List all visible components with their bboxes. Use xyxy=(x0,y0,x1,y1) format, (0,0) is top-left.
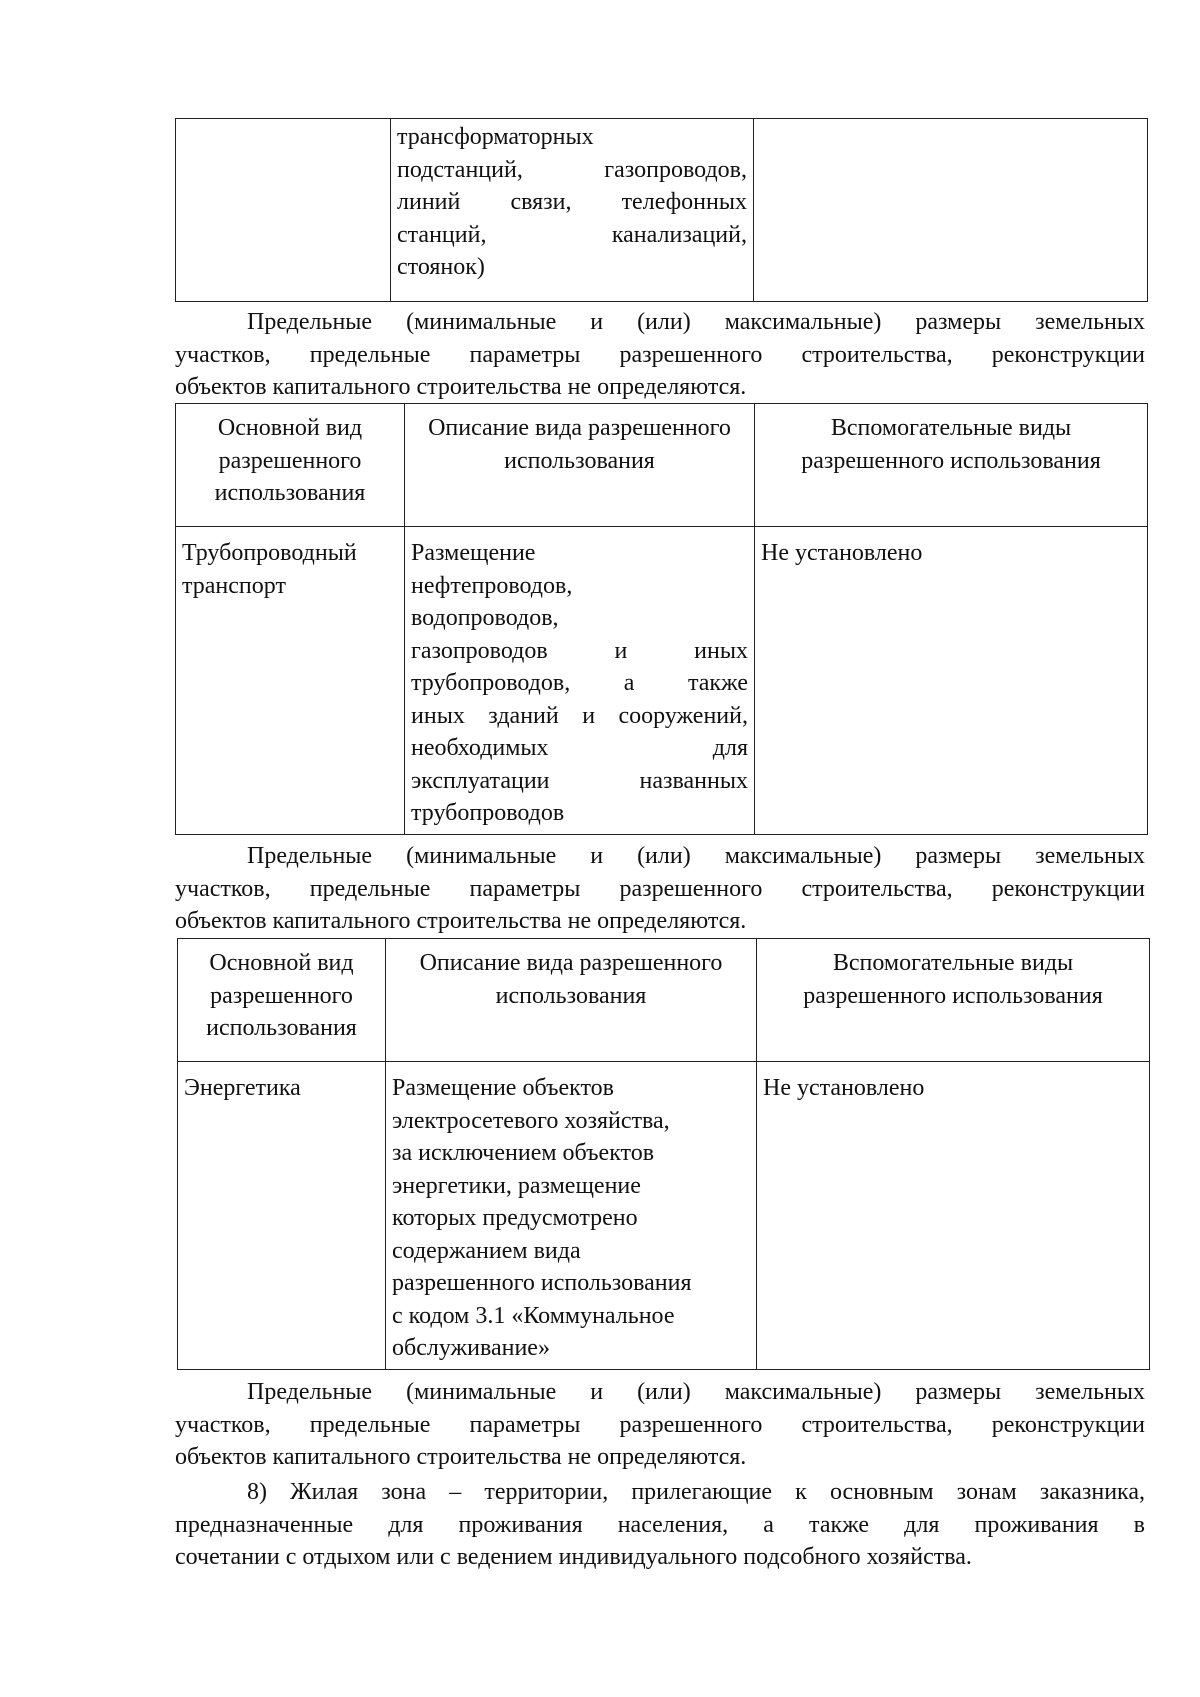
paragraph-limits xyxy=(175,306,1145,404)
cell-line: за исключением объектов xyxy=(392,1140,655,1166)
cell-main-use: Трубопроводный транспорт xyxy=(176,527,405,835)
cell-line: трубопроводов, а также xyxy=(411,670,748,696)
table-cell-empty xyxy=(754,119,1148,302)
header-auxiliary-use: Вспомогательные виды разрешенного использования xyxy=(755,404,1148,527)
paragraph-line: Предельные (минимальные и (или) максимальные) размеры земельных xyxy=(247,309,1145,335)
table-header-row xyxy=(178,939,1150,1062)
table-row xyxy=(176,119,1148,302)
cell-line: водопроводов, xyxy=(411,605,559,631)
paragraph-line: сочетании с отдыхом или с ведением индивидуального подсобного хозяйства. xyxy=(175,1544,972,1570)
header-main-use: Основной вид разрешенного использования xyxy=(178,939,386,1062)
cell-line: подстанций, газопроводов, xyxy=(397,156,747,183)
paragraph-line: предназначенные для проживания населения, а также для проживания в xyxy=(175,1511,1145,1538)
cell-line: стоянок) xyxy=(397,254,485,280)
cell-line: нефтепроводов, xyxy=(411,572,573,599)
paragraph-line: Предельные (минимальные и (или) максимальные) размеры земельных xyxy=(247,843,1145,869)
paragraph-limits xyxy=(175,840,1145,938)
paragraph-line: 8) Жилая зона – территории, прилегающие к основным зонам заказника, xyxy=(247,1479,1145,1505)
cell-line: с кодом 3.1 «Коммунальное xyxy=(392,1302,675,1329)
paragraph-line: объектов капитального строительства не определяются. xyxy=(175,908,747,934)
cell-line: эксплуатации названных xyxy=(411,767,748,794)
table-header-row xyxy=(176,404,1148,527)
table-row xyxy=(178,1062,1150,1370)
cell-main-use: Энергетика xyxy=(178,1062,386,1370)
table-cell-empty xyxy=(176,119,391,302)
header-auxiliary-use: Вспомогательные виды разрешенного использования xyxy=(757,939,1150,1062)
header-description: Описание вида разрешенного использования xyxy=(386,939,757,1062)
cell-line: энергетики, размещение xyxy=(392,1172,641,1199)
cell-auxiliary-use: Не установлено xyxy=(755,527,1148,835)
cell-line: иных зданий и сооружений, xyxy=(411,702,748,729)
cell-description xyxy=(405,527,755,835)
cell-line: необходимых для xyxy=(411,735,748,761)
cell-auxiliary-use: Не установлено xyxy=(757,1062,1150,1370)
header-main-use: Основной вид разрешенного использования xyxy=(176,404,405,527)
paragraph-line: участков, предельные параметры разрешенного строительства, реконструкции xyxy=(175,341,1145,368)
table-cell-description xyxy=(391,119,754,302)
header-description: Описание вида разрешенного использования xyxy=(405,404,755,527)
table-continuation xyxy=(175,118,1148,302)
cell-line: Размещение объектов xyxy=(392,1075,614,1101)
cell-line: содержанием вида xyxy=(392,1237,581,1264)
paragraph-line: участков, предельные параметры разрешенного строительства, реконструкции xyxy=(175,875,1145,902)
cell-line: газопроводов и иных xyxy=(411,637,748,664)
paragraph-line: объектов капитального строительства не определяются. xyxy=(175,374,747,400)
paragraph-residential-zone xyxy=(175,1476,1145,1574)
cell-line: линий связи, телефонных xyxy=(397,189,747,215)
paragraph-limits xyxy=(175,1376,1145,1474)
cell-line: станций, канализаций, xyxy=(397,221,747,248)
table-pipeline-transport xyxy=(175,403,1148,835)
cell-line: разрешенного использования xyxy=(392,1270,692,1296)
cell-line: Размещение xyxy=(411,540,536,566)
cell-line: которых предусмотрено xyxy=(392,1205,638,1231)
cell-line: трубопроводов xyxy=(411,800,565,826)
cell-line: трансформаторных xyxy=(397,124,594,150)
cell-line: обслуживание» xyxy=(392,1335,550,1361)
table-row xyxy=(176,527,1148,835)
table-energy xyxy=(177,938,1150,1370)
paragraph-line: участков, предельные параметры разрешенного строительства, реконструкции xyxy=(175,1411,1145,1438)
paragraph-line: объектов капитального строительства не определяются. xyxy=(175,1444,747,1470)
cell-line: электросетевого хозяйства, xyxy=(392,1107,670,1134)
paragraph-line: Предельные (минимальные и (или) максимальные) размеры земельных xyxy=(247,1379,1145,1405)
cell-description xyxy=(386,1062,757,1370)
